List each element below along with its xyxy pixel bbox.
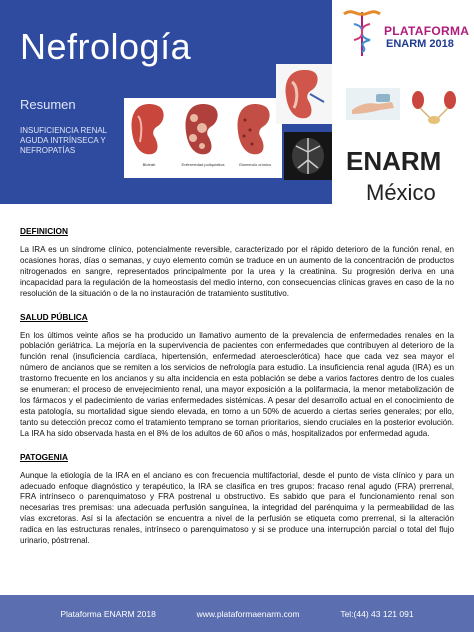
caduceus-icon	[340, 6, 384, 58]
kidney-caption-2: Enfermedad poliquística	[181, 162, 225, 167]
page-subtitle: Resumen	[20, 97, 76, 112]
hand-illustration	[346, 88, 400, 120]
section-patogenia	[20, 452, 454, 547]
page-title: Nefrología	[20, 26, 192, 67]
kidney-chronic-icon	[234, 102, 276, 158]
urinary-diagram-image	[404, 86, 464, 126]
section-paragraph: La IRA es un síndrome clínico, potencialmente reversible, caracterizado por el rápido deterioro de la función renal, en ocasiones horas, días o semanas, y cuyo elemento común se traduce en un aumento de la concentración de productos nitrogenados en sangre, representados principalmente por la urea y la creatinina. Su progresión deriva en una incapacidad para la regulación de la homeostasis del medio interno, con consecuencias clínicas graves en caso de la no resolución de la situación o de la no instauración de tratamiento sustitutivo.	[20, 245, 454, 298]
kidney-caption-1: Biotrab	[142, 162, 156, 167]
footer-phone: Tel:(44) 43 121 091	[340, 608, 414, 619]
plataforma-enarm-logo	[340, 6, 470, 62]
country-name: México	[366, 180, 436, 205]
section-paragraph: En los últimos veinte años se ha producido un llamativo aumento de la prevalencia de enfermedades renales en la población geriátrica. La mejoría en la supervivencia de pacientes con enfermedades que contribuyen al deterioro de la función renal (insuficiencia cardíaca, hipertensión, enfermedad ateroesclerótica) hace que cada vez sea mayor el número de ancianos que se remiten a los servicios de nefrología para estudio. La insuficiencia renal aguda (IRA) es un trastorno frecuente en los ancianos y su alta incidencia en esta población se debe a varios factores dentro de los cuales se enumeran: el proceso de envejecimiento renal, una mayor exposición a la polifarmacia, la menor metabolización de los fármacos y el padecimiento de varias enfermedades sistémicas. A pesar del desarrollo actual en el conocimiento de esta patología, su mortalidad sigue siendo elevada, en torno a un 50% de acuerdo a ciertas series generales; por ello, tanto su detección precoz como el tratamiento temprano se tornan prioritarios, siendo cruciales en la posterior evolución. La IRA ha sido observada hasta en el 8% de los adultos de 60 años o más, hospitalizados por enfermedad aguda.	[20, 330, 454, 438]
document-body	[20, 226, 454, 559]
footer-bar	[0, 595, 474, 632]
footer-website-link[interactable]: www.plataformaenarm.com	[196, 608, 300, 619]
section-paragraph: Aunque la etiología de la IRA en el anciano es con frecuencia multifactorial, desde el punto de vista clínico y para un adecuado enfoque diagnóstico y terapéutico, la IRA se clasifica en tres grupos: fracaso renal agudo (FRA) prerrenal, FRA intrínseco o parenquimatoso y FRA postrenal u obstructivo. Es sabido que para el funcionamiento renal son necesarias tres premisas: una adecuada perfusión sanguínea, la integridad del parénquima y la permeabilidad de las vías excretoras. Así si la afectación se encuentra a nivel de la perfusión se etiqueta como prerrenal, si la alteración radica en las estructuras renales, intrínseco o parenquimatoso y si se produce una interrupción parcial o total del flujo urinario, póstrrenal.	[20, 470, 454, 546]
kidney-anatomy-image	[276, 64, 332, 124]
kidney-healthy-icon	[128, 102, 170, 158]
kidney-illustration	[124, 98, 282, 178]
section-definicion	[20, 226, 454, 300]
kidney-polycystic-icon	[182, 102, 224, 158]
section-salud-publica	[20, 312, 454, 440]
kidney-caption-3: Glomerulo crónico	[238, 162, 272, 167]
logo-text-line1: PLATAFORMA	[384, 24, 470, 38]
header	[0, 0, 474, 210]
section-heading: PATOGENIA	[20, 451, 68, 462]
logo-text-line2: ENARM 2018	[386, 38, 454, 50]
section-heading: SALUD PÚBLICA	[20, 311, 88, 322]
footer-platform: Plataforma ENARM 2018	[60, 608, 156, 619]
angiography-image	[284, 132, 332, 180]
brand-name: ENARM	[346, 146, 442, 176]
section-heading: DEFINICION	[20, 226, 68, 236]
topic-label: INSUFICIENCIA RENAL AGUDA INTRÍNSECA Y NEFROPATÍAS	[20, 126, 107, 155]
